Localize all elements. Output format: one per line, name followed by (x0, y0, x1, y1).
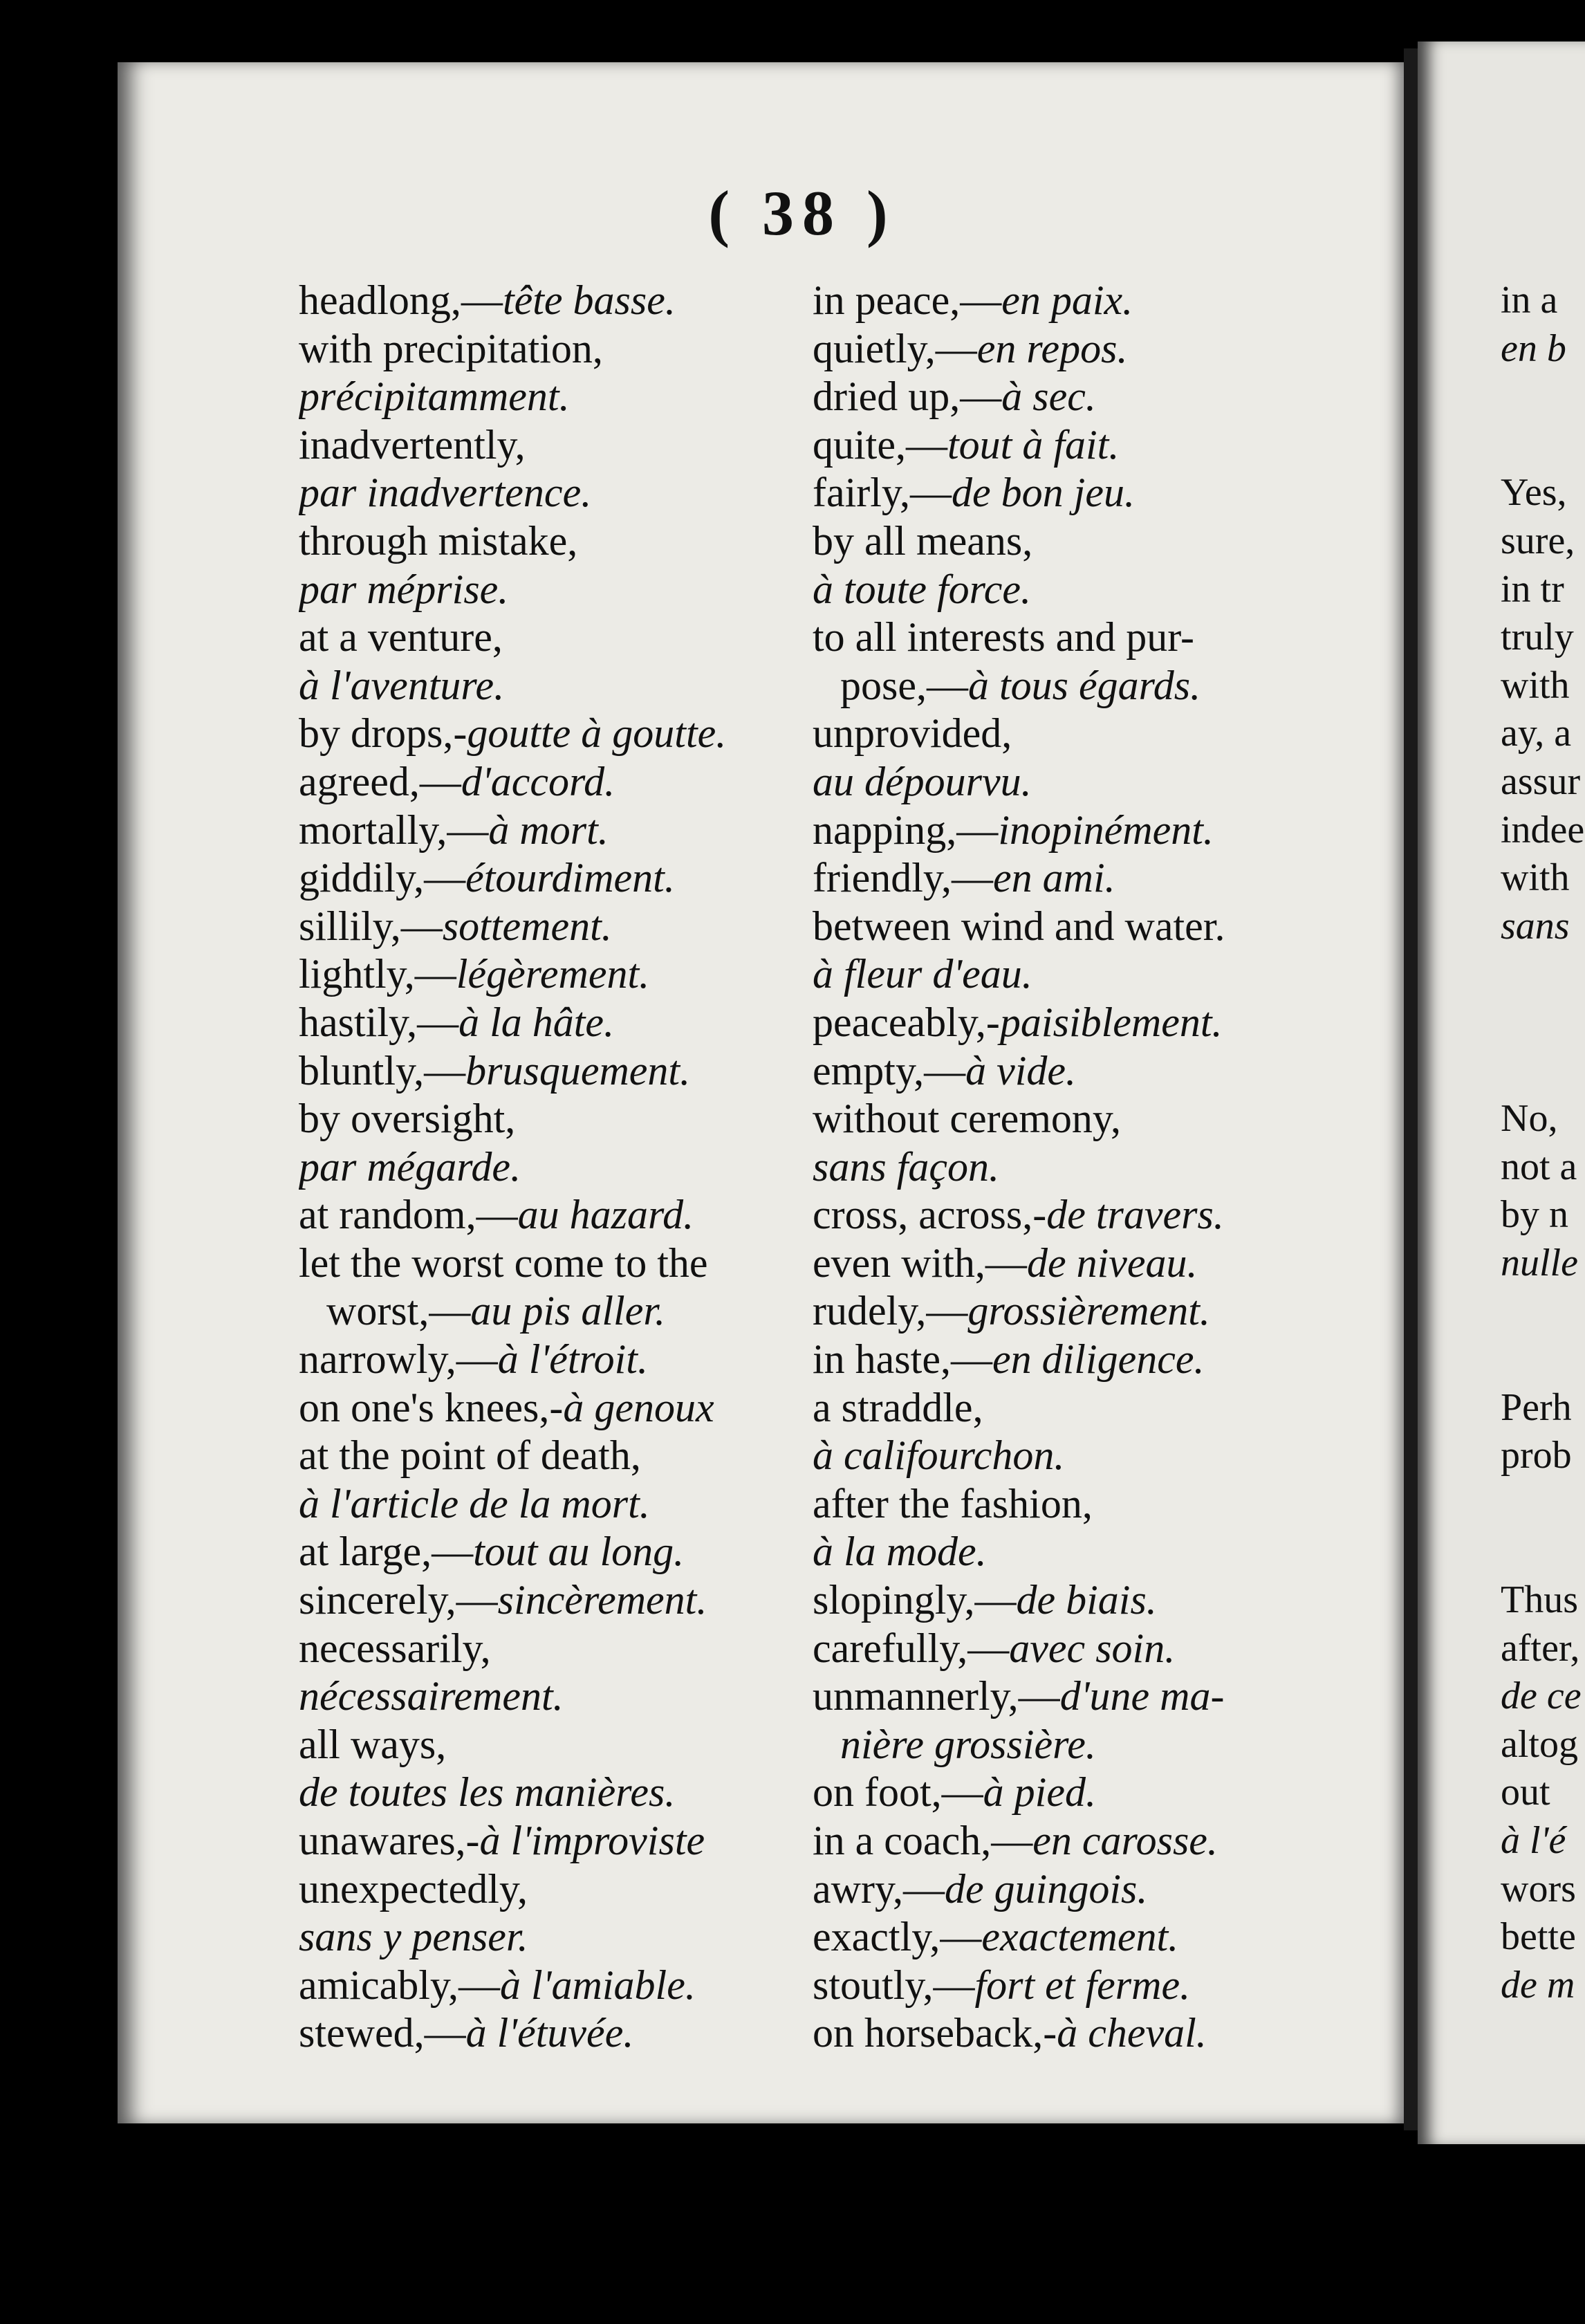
english-phrase: napping,— (813, 806, 999, 853)
dictionary-entry (1501, 758, 1585, 806)
french-translation: sans y penser. (299, 1914, 528, 1960)
right-column-partial (1501, 277, 1585, 2009)
dictionary-entry (813, 373, 1359, 421)
dictionary-entry (1501, 1769, 1585, 1817)
english-phrase: giddily,— (299, 855, 466, 901)
dictionary-entry (813, 1913, 1359, 1962)
dictionary-entry (1501, 806, 1585, 855)
dictionary-entry (1501, 1913, 1585, 1962)
dictionary-entry (299, 421, 831, 470)
english-phrase: inadvertently, (299, 421, 526, 468)
french-translation: à vide. (965, 1047, 1077, 1094)
english-phrase: between wind and water. (813, 903, 1225, 949)
english-phrase: let the worst come to the (299, 1239, 708, 1286)
book-gutter (1404, 48, 1419, 2130)
english-phrase: with precipitation, (299, 325, 603, 371)
dictionary-entry (1501, 614, 1585, 662)
french-translation: à mort. (488, 806, 609, 853)
english-phrase: in tr (1501, 567, 1564, 611)
dictionary-entry (1501, 1239, 1585, 1288)
english-phrase: sillily,— (299, 903, 443, 949)
french-translation: en carosse. (1032, 1818, 1218, 1863)
dictionary-entry (299, 806, 831, 855)
english-phrase: stoutly,— (813, 1962, 975, 2008)
dictionary-entry (299, 854, 831, 903)
english-phrase: worst,— (326, 1288, 471, 1334)
english-phrase: at the point of death, (299, 1432, 641, 1479)
dictionary-entry (813, 1432, 1359, 1480)
english-phrase: amicably,— (299, 1962, 501, 2008)
english-phrase: unexpectedly, (299, 1865, 528, 1912)
dictionary-entry (1501, 950, 1585, 999)
dictionary-entry (813, 1336, 1359, 1384)
french-translation: brusquement. (465, 1047, 691, 1094)
french-translation: paisiblement. (999, 999, 1223, 1045)
dictionary-entry (813, 1672, 1359, 1721)
dictionary-entry (1501, 903, 1585, 951)
english-phrase: quite,— (813, 421, 947, 468)
english-phrase: ay, a (1501, 712, 1572, 755)
dictionary-entry (299, 1865, 831, 1914)
english-phrase: unmannerly,— (813, 1673, 1060, 1719)
english-phrase: stewed,— (299, 2010, 466, 2056)
dictionary-entry (813, 1480, 1359, 1529)
dictionary-entry (1501, 1384, 1585, 1432)
dictionary-entry (299, 373, 831, 421)
dictionary-entry (299, 1432, 831, 1480)
french-translation: tête basse. (502, 277, 676, 323)
english-phrase: agreed,— (299, 758, 461, 804)
dictionary-entry (299, 614, 831, 662)
english-phrase: by all means, (813, 517, 1033, 564)
dictionary-entry (299, 2009, 831, 2058)
english-phrase: all ways, (299, 1721, 447, 1767)
french-translation: à la mode. (813, 1529, 987, 1575)
french-translation: d'une ma- (1059, 1673, 1225, 1719)
french-translation: à l'article de la mort. (299, 1480, 650, 1527)
dictionary-entry (813, 1625, 1359, 1673)
english-phrase: mortally,— (299, 806, 489, 853)
dictionary-entry (299, 469, 831, 517)
dictionary-entry (1501, 710, 1585, 758)
dictionary-entry (299, 566, 831, 614)
french-translation: de biais. (1016, 1577, 1157, 1623)
dictionary-entry (299, 1672, 831, 1721)
dictionary-entry (299, 1528, 831, 1576)
french-translation: grossièrement. (967, 1288, 1210, 1334)
english-phrase: narrowly,— (299, 1336, 498, 1383)
dictionary-entry (1501, 517, 1585, 566)
dictionary-entry (1501, 1817, 1585, 1865)
french-translation: étourdiment. (465, 855, 675, 901)
french-translation: d'accord. (461, 758, 615, 804)
french-translation: à l'étuvée. (465, 2010, 634, 2056)
english-phrase: truly (1501, 616, 1574, 659)
french-translation: à l'improviste (479, 1818, 705, 1863)
dictionary-entry (1501, 1721, 1585, 1769)
french-translation: précipitamment. (299, 374, 570, 420)
dictionary-entry (1501, 1672, 1585, 1721)
english-phrase: on horseback,- (813, 2010, 1057, 2056)
french-translation: exactement. (981, 1914, 1179, 1960)
dictionary-entry (813, 1287, 1359, 1336)
english-phrase: headlong,— (299, 277, 503, 323)
english-phrase: empty,— (813, 1047, 966, 1094)
french-translation: tout à fait. (947, 421, 1120, 468)
dictionary-entry (1501, 421, 1585, 470)
english-phrase: Yes, (1501, 471, 1567, 515)
dictionary-entry (1501, 1480, 1585, 1529)
english-phrase: in a (1501, 279, 1558, 322)
dictionary-entry (1501, 1287, 1585, 1336)
dictionary-entry (1501, 325, 1585, 374)
english-phrase: dried up,— (813, 374, 1002, 420)
dictionary-entry (1501, 999, 1585, 1047)
dictionary-entry (299, 1576, 831, 1625)
french-translation: avec soin. (1009, 1625, 1176, 1671)
dictionary-entry (813, 903, 1359, 951)
french-translation: à toute force. (813, 566, 1032, 612)
english-phrase: bluntly,— (299, 1047, 466, 1094)
dictionary-entry (1501, 662, 1585, 710)
dictionary-entry (813, 325, 1359, 374)
french-translation: au hazard. (517, 1192, 694, 1238)
dictionary-entry (813, 662, 1359, 710)
dictionary-entry (299, 999, 831, 1047)
english-phrase: on foot,— (813, 1769, 983, 1816)
french-translation: à la hâte. (458, 999, 615, 1045)
dictionary-entry (1501, 469, 1585, 517)
dictionary-entry (813, 2009, 1359, 2058)
english-phrase: bette (1501, 1915, 1576, 1959)
french-translation: à cheval. (1057, 2010, 1207, 2056)
dictionary-entry (813, 1721, 1359, 1769)
french-translation: de ce (1501, 1675, 1582, 1718)
english-phrase: sure, (1501, 519, 1575, 562)
dictionary-entry (1501, 1962, 1585, 2010)
english-phrase: prob (1501, 1434, 1572, 1477)
french-translation: nière grossière. (840, 1721, 1096, 1767)
english-phrase: Thus (1501, 1578, 1578, 1622)
dictionary-entry (299, 1913, 831, 1962)
dictionary-entry (813, 1239, 1359, 1288)
dictionary-entry (1501, 1336, 1585, 1384)
english-phrase: even with,— (813, 1239, 1027, 1286)
english-phrase: in haste,— (813, 1336, 992, 1383)
english-phrase: after, (1501, 1626, 1580, 1670)
dictionary-entry (813, 1143, 1359, 1192)
french-translation: de guingois. (945, 1865, 1148, 1912)
dictionary-entry (299, 950, 831, 999)
english-phrase: assur (1501, 759, 1581, 803)
french-translation: à genoux (563, 1384, 714, 1430)
english-phrase: by n (1501, 1193, 1568, 1237)
english-phrase: by oversight, (299, 1096, 516, 1142)
french-translation: à l'aventure. (299, 662, 505, 708)
french-translation: inopinément. (998, 806, 1214, 853)
french-translation: sans (1501, 904, 1570, 948)
dictionary-entry (1501, 1047, 1585, 1096)
middle-column (813, 277, 1359, 2058)
dictionary-entry (813, 854, 1359, 903)
dictionary-entry (1501, 1143, 1585, 1192)
dictionary-entry (299, 1625, 831, 1673)
dictionary-entry (1501, 1095, 1585, 1143)
english-phrase: without ceremony, (813, 1096, 1121, 1142)
french-translation: en repos. (976, 325, 1128, 371)
english-phrase: rudely,— (813, 1288, 968, 1334)
dictionary-entry (813, 517, 1359, 566)
dictionary-entry (813, 614, 1359, 662)
english-phrase: altog (1501, 1722, 1578, 1766)
french-translation: goutte à goutte. (467, 710, 727, 757)
english-phrase: unawares,- (299, 1818, 480, 1863)
dictionary-entry (813, 1095, 1359, 1143)
french-translation: par mégarde. (299, 1143, 521, 1190)
english-phrase: slopingly,— (813, 1577, 1017, 1623)
dictionary-entry (299, 1480, 831, 1529)
french-translation: de toutes les manières. (299, 1769, 676, 1816)
english-phrase: after the fashion, (813, 1480, 1093, 1527)
french-translation: à fleur d'eau. (813, 951, 1032, 997)
french-translation: à l'amiable. (500, 1962, 696, 2008)
french-translation: de bon jeu. (952, 470, 1135, 516)
dictionary-entry (299, 1817, 831, 1865)
dictionary-entry (813, 277, 1359, 325)
dictionary-entry (299, 517, 831, 566)
english-phrase: pose,— (840, 662, 968, 708)
english-phrase: indee (1501, 808, 1585, 851)
dictionary-entry (813, 1576, 1359, 1625)
dictionary-entry (299, 662, 831, 710)
english-phrase: sincerely,— (299, 1577, 498, 1623)
english-phrase: not a (1501, 1145, 1577, 1188)
dictionary-entry (299, 277, 831, 325)
dictionary-entry (299, 903, 831, 951)
dictionary-entry (299, 1191, 831, 1239)
dictionary-entry (299, 1384, 831, 1432)
english-phrase: No, (1501, 1097, 1558, 1141)
english-phrase: with (1501, 856, 1570, 900)
left-column (299, 277, 831, 2058)
english-phrase: on one's knees,- (299, 1384, 564, 1430)
english-phrase: by drops,- (299, 710, 467, 757)
english-phrase: unprovided, (813, 710, 1012, 757)
french-translation: au dépourvu. (813, 758, 1032, 804)
dictionary-entry (1501, 1432, 1585, 1480)
english-phrase: necessarily, (299, 1625, 491, 1671)
dictionary-entry (813, 421, 1359, 470)
dictionary-entry (813, 999, 1359, 1047)
english-phrase: at random,— (299, 1192, 518, 1238)
english-phrase: wors (1501, 1867, 1576, 1910)
french-translation: sans façon. (813, 1143, 999, 1190)
french-translation: à l'étroit. (497, 1336, 648, 1383)
french-translation: fort et ferme. (974, 1962, 1191, 2008)
french-translation: par méprise. (299, 566, 509, 612)
french-translation: sottement. (442, 903, 612, 949)
dictionary-entry (813, 710, 1359, 758)
english-phrase: out (1501, 1771, 1550, 1814)
french-translation: de travers. (1046, 1192, 1224, 1238)
dictionary-entry (299, 1047, 831, 1096)
dictionary-entry (813, 469, 1359, 517)
dictionary-entry (299, 1769, 831, 1817)
french-translation: à sec. (1001, 374, 1096, 420)
english-phrase: at large,— (299, 1529, 474, 1575)
english-phrase: friendly,— (813, 855, 994, 901)
dictionary-entry (299, 1143, 831, 1192)
dictionary-entry (299, 1239, 831, 1288)
dictionary-entry (299, 1721, 831, 1769)
english-phrase: a straddle, (813, 1384, 983, 1430)
dictionary-entry (299, 325, 831, 374)
dictionary-entry (813, 950, 1359, 999)
english-phrase: hastily,— (299, 999, 459, 1045)
french-translation: en ami. (993, 855, 1115, 901)
dictionary-entry (1501, 373, 1585, 421)
dictionary-entry (813, 1769, 1359, 1817)
dictionary-entry (813, 806, 1359, 855)
english-phrase: exactly,— (813, 1914, 982, 1960)
dictionary-entry (299, 1336, 831, 1384)
french-translation: de m (1501, 1963, 1575, 2007)
dictionary-entry (1501, 1576, 1585, 1625)
english-phrase: through mistake, (299, 517, 578, 564)
english-phrase: at a venture, (299, 614, 503, 661)
french-translation: en diligence. (992, 1336, 1205, 1383)
english-phrase: cross, across,- (813, 1192, 1047, 1238)
dictionary-entry (1501, 1191, 1585, 1239)
french-translation: à l'é (1501, 1819, 1566, 1862)
english-phrase: lightly,— (299, 951, 456, 997)
french-translation: tout au long. (473, 1529, 685, 1575)
dictionary-entry (813, 758, 1359, 806)
dictionary-entry (813, 1384, 1359, 1432)
english-phrase: with (1501, 663, 1570, 707)
french-translation: à tous égards. (967, 662, 1201, 708)
french-translation: légèrement. (456, 951, 650, 997)
french-translation: à pied. (983, 1769, 1096, 1816)
dictionary-entry (813, 1047, 1359, 1096)
dictionary-entry (1501, 277, 1585, 325)
english-phrase: awry,— (813, 1865, 945, 1912)
dictionary-entry (299, 710, 831, 758)
english-phrase: in a coach,— (813, 1818, 1033, 1863)
dictionary-entry (1501, 1528, 1585, 1576)
french-translation: à califourchon. (813, 1432, 1065, 1479)
english-phrase: quietly,— (813, 325, 977, 371)
dictionary-entry (1501, 854, 1585, 903)
english-phrase: carefully,— (813, 1625, 1010, 1671)
english-phrase: in peace,— (813, 277, 1002, 323)
dictionary-entry (299, 1287, 831, 1336)
dictionary-entry (1501, 566, 1585, 614)
dictionary-entry (813, 1817, 1359, 1865)
dictionary-entry (299, 1095, 831, 1143)
dictionary-entry (813, 1528, 1359, 1576)
french-translation: en paix. (1001, 277, 1133, 323)
dictionary-entry (1501, 1865, 1585, 1914)
page-number: ( 38 ) (708, 178, 896, 248)
french-translation: nécessairement. (299, 1673, 564, 1719)
dictionary-entry (813, 566, 1359, 614)
french-translation: par inadvertence. (299, 470, 592, 516)
english-phrase: to all interests and pur- (813, 614, 1194, 661)
french-translation: au pis aller. (470, 1288, 666, 1334)
english-phrase: peaceably,- (813, 999, 1000, 1045)
dictionary-entry (813, 1962, 1359, 2010)
dictionary-entry (299, 758, 831, 806)
dictionary-entry (813, 1865, 1359, 1914)
english-phrase: fairly,— (813, 470, 952, 516)
french-translation: de niveau. (1026, 1239, 1198, 1286)
dictionary-entry (299, 1962, 831, 2010)
french-translation: nulle (1501, 1241, 1578, 1284)
french-translation: sincèrement. (497, 1577, 707, 1623)
dictionary-entry (813, 1191, 1359, 1239)
english-phrase: Perh (1501, 1385, 1572, 1429)
dictionary-entry (1501, 1625, 1585, 1673)
french-translation: en b (1501, 326, 1566, 370)
